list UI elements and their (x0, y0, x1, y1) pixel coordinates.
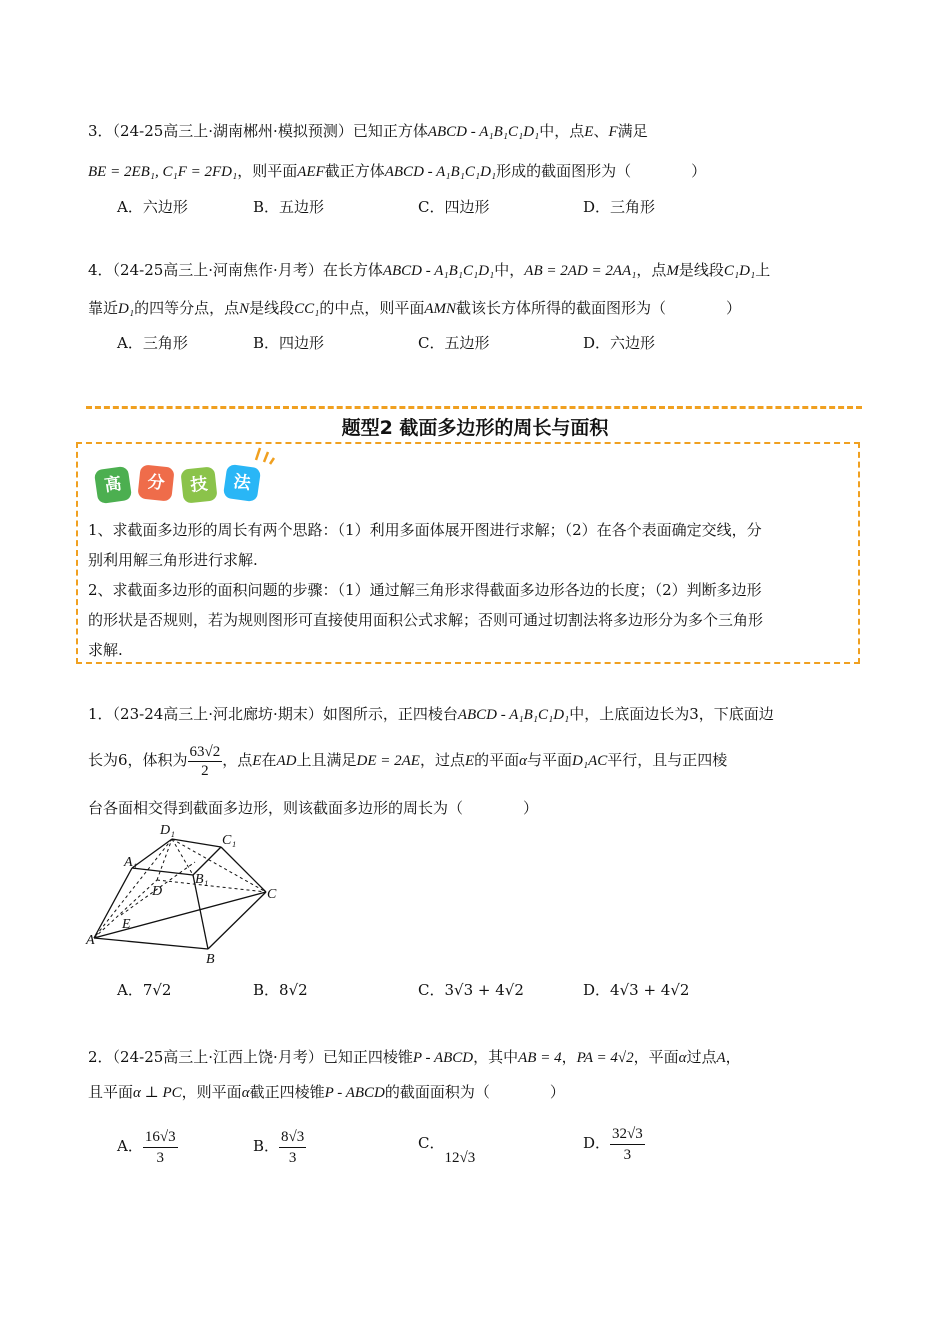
problem-1-line3: 台各面相交得到截面多边形，则该截面多边形的周长为（ ） (88, 799, 539, 817)
p1-plane: D₁AC (572, 753, 608, 769)
q3-text: 截正方体 (324, 162, 385, 180)
p1-source: （23-24高三上·河北廊坊·期末） (112, 705, 323, 723)
q4-text: 的四等分点，点 (134, 299, 240, 317)
p1-text: 平行，且与正四棱 (607, 751, 728, 769)
q4-text: 中， (494, 261, 525, 279)
badge-fa: 法 (223, 464, 261, 502)
problem-2-line1 (88, 1046, 741, 1067)
q4-text: 是线段 (249, 299, 295, 317)
p2-condition-ab: AB = 4 (518, 1050, 562, 1066)
p2-text: ， (561, 1048, 577, 1066)
q3-text: 、 (593, 122, 609, 140)
q4-segment: C₁D₁ (723, 263, 756, 279)
q3-option-b[interactable]: B．五边形 (253, 198, 325, 216)
q4-text: 在长方体 (322, 261, 383, 279)
p1-text: 在 (261, 751, 277, 769)
q4-text: 截该长方体所得的截面图形为（ ） (456, 299, 742, 317)
p2-text: 截正四棱锥 (249, 1083, 325, 1101)
q4-point-n: N (239, 301, 250, 317)
q3-text: 中，点 (539, 122, 585, 140)
p2-perpendicular: α ⊥ PC (133, 1085, 182, 1101)
problem-1-line1 (88, 703, 774, 724)
p2-text: 过点 (686, 1048, 717, 1066)
q3-condition: BE = 2EB₁, C₁F = 2FD₁ (88, 164, 238, 180)
q3-plane: AEF (297, 164, 325, 180)
p2-source: （24-25高三上·江西上饶·月考） (112, 1048, 323, 1066)
p1-point-e: E (252, 753, 262, 769)
label-d1: D₁ (160, 823, 175, 838)
p1-text: 如图所示，正四棱台 (322, 705, 458, 723)
p2-option-a-denominator: 3 (156, 1149, 164, 1166)
q4-text: 靠近 (88, 299, 119, 317)
p2-option-b-fraction (279, 1127, 306, 1168)
label-a1: A₁ (124, 855, 138, 870)
p1-text: 上且满足 (296, 751, 357, 769)
q3-text: ，则平面 (237, 162, 298, 180)
p2-text: 且平面 (88, 1083, 134, 1101)
q3-cube: ABCD - A₁B₁C₁D₁ (427, 124, 540, 140)
frustum-figure (84, 820, 294, 970)
p1-text: 的平面 (474, 751, 520, 769)
p1-text: ，过点 (419, 751, 465, 769)
p1-option-c[interactable]: C．3√3 + 4√2 (418, 981, 524, 999)
p2-option-a-numerator: 16√3 (143, 1127, 178, 1148)
technique-p2-line3: 求解. (88, 641, 123, 659)
p1-option-a[interactable]: A．7√2 (117, 981, 172, 999)
p1-alpha: α (519, 753, 528, 769)
p1-segment-ad: AD (276, 753, 297, 769)
q4-source: （24-25高三上·河南焦作·月考） (112, 261, 323, 279)
technique-p2-line2: 的形状是否规则，若为规则图形可直接使用面积公式求解；否则可通过切割法将多边形分为多个三角形 (88, 611, 764, 629)
p2-option-b-numerator: 8√3 (279, 1127, 306, 1148)
hidden-line-d1b1 (172, 839, 193, 875)
p1-condition: DE = 2AE (356, 753, 420, 769)
p2-alpha: α (241, 1085, 250, 1101)
q3-source: （24-25高三上·湖南郴州·模拟预测） (112, 122, 353, 140)
q4-text: 的中点，则平面 (319, 299, 425, 317)
p2-text: ，平面 (633, 1048, 679, 1066)
p2-text: 的截面面积为（ ） (384, 1083, 565, 1101)
p1-text: 与平面 (527, 751, 573, 769)
question-4-line1 (88, 259, 770, 280)
p1-volume-fraction (188, 743, 223, 780)
badge-ji: 技 (180, 466, 217, 503)
q3-point-f: F (608, 124, 618, 140)
p2-option-a-letter: A． (117, 1137, 143, 1155)
p1-option-b[interactable]: B．8√2 (253, 981, 308, 999)
q3-option-c[interactable]: C．四边形 (418, 198, 490, 216)
q3-text: 形成的截面图形为（ ） (496, 162, 707, 180)
q4-option-b[interactable]: B．四边形 (253, 334, 325, 352)
p2-condition-pa: PA = 4√2 (576, 1050, 634, 1066)
p2-option-a-fraction (143, 1127, 178, 1168)
p2-text: ， (725, 1048, 741, 1066)
p2-option-d[interactable] (583, 1118, 645, 1168)
q4-condition: AB = 2AD = 2AA₁ (524, 263, 637, 279)
label-e: E (122, 917, 131, 932)
problem-1-line2 (88, 740, 727, 780)
badge-fen: 分 (137, 464, 174, 501)
p2-point-a: A (716, 1050, 726, 1066)
p2-option-d-letter: D． (583, 1134, 611, 1152)
edge-cc1 (221, 847, 266, 892)
label-d: D (152, 884, 163, 899)
q3-number: 3． (88, 122, 113, 140)
label-a: A (86, 933, 95, 948)
p2-option-d-denominator: 3 (623, 1146, 632, 1163)
q3-option-d[interactable]: D．三角形 (583, 198, 656, 216)
q3-text: 已知正方体 (352, 122, 428, 140)
q4-text: 上 (755, 261, 771, 279)
p1-text: 中，上底面边长为3，下底面边 (569, 705, 774, 723)
diagonal-ac (94, 892, 266, 938)
label-c1: C₁ (222, 833, 237, 848)
sparkle-icon (252, 444, 276, 466)
question-3-line2 (88, 160, 706, 181)
technique-p2-line1: 2、求截面多边形的面积问题的步骤：（1）通过解三角形求得截面多边形各边的长度；（2）判断多边形 (88, 581, 762, 599)
q4-text: 是线段 (678, 261, 724, 279)
p2-option-d-fraction (610, 1124, 645, 1165)
hidden-edge-dc (157, 880, 266, 892)
q3-text: 满足 (617, 122, 648, 140)
q4-point-d1: D₁ (118, 301, 135, 317)
section-title: 题型2 截面多边形的周长与面积 (341, 417, 609, 439)
q3-cube: ABCD - A₁B₁C₁D₁ (384, 164, 497, 180)
p2-text: 已知正四棱锥 (322, 1048, 413, 1066)
p2-option-a[interactable] (117, 1124, 178, 1168)
p2-option-b[interactable] (253, 1124, 306, 1168)
p2-text: ，则平面 (181, 1083, 242, 1101)
p2-number: 2． (88, 1048, 113, 1066)
q4-option-c[interactable]: C．五边形 (418, 334, 490, 352)
p2-option-b-denominator: 3 (288, 1149, 297, 1166)
q4-segment: CC₁ (294, 301, 320, 317)
p2-option-d-numerator: 32√3 (610, 1124, 645, 1145)
question-3-line1 (88, 120, 648, 141)
q4-point-m: M (666, 263, 679, 279)
edge-bc (208, 892, 266, 949)
technique-p1-line2: 别利用解三角形进行求解. (88, 551, 258, 569)
p1-option-d[interactable]: D．4√3 + 4√2 (583, 981, 690, 999)
p2-option-c[interactable] (418, 1124, 475, 1168)
p1-number: 1． (88, 705, 113, 723)
p1-frustum: ABCD - A₁B₁C₁D₁ (457, 707, 570, 723)
p1-volume-numerator: 63√2 (189, 743, 221, 760)
q3-point-e: E (584, 124, 594, 140)
p2-text: ，其中 (473, 1048, 519, 1066)
question-4-line2 (88, 297, 741, 318)
p2-option-b-letter: B． (253, 1137, 280, 1155)
edge-a1b1 (132, 868, 193, 875)
badge-gao: 高 (94, 466, 132, 504)
q4-text: ，点 (636, 261, 667, 279)
technique-p1-line1: 1、求截面多边形的周长有两个思路：（1）利用多面体展开图进行求解；（2）在各个表面确定交线，分 (88, 521, 762, 539)
p1-text: ，点 (222, 751, 253, 769)
edge-ab (94, 938, 208, 949)
q4-plane: AMN (424, 301, 457, 317)
label-b1: B₁ (195, 872, 209, 887)
q4-option-d[interactable]: D．六边形 (583, 334, 656, 352)
problem-2-line2 (88, 1081, 565, 1102)
q3-option-a[interactable]: A．六边形 (117, 198, 188, 216)
q4-box: ABCD - A₁B₁C₁D₁ (382, 263, 495, 279)
p2-option-c-letter: C． (418, 1134, 445, 1152)
label-c: C (267, 887, 277, 902)
p2-option-c-value: 12√3 (444, 1150, 476, 1166)
q4-option-a[interactable]: A．三角形 (117, 334, 188, 352)
p1-volume-denominator: 2 (201, 762, 209, 779)
label-b: B (206, 952, 215, 967)
p1-point-e: E (464, 753, 475, 769)
p2-alpha: α (678, 1050, 687, 1066)
q4-number: 4． (88, 261, 113, 279)
edge-b1c1 (193, 847, 221, 875)
section-divider (86, 406, 862, 409)
p1-text: 长为6，体积为 (88, 751, 188, 769)
p2-pyramid: P - ABCD (324, 1085, 385, 1101)
p2-pyramid: P - ABCD (412, 1050, 474, 1066)
